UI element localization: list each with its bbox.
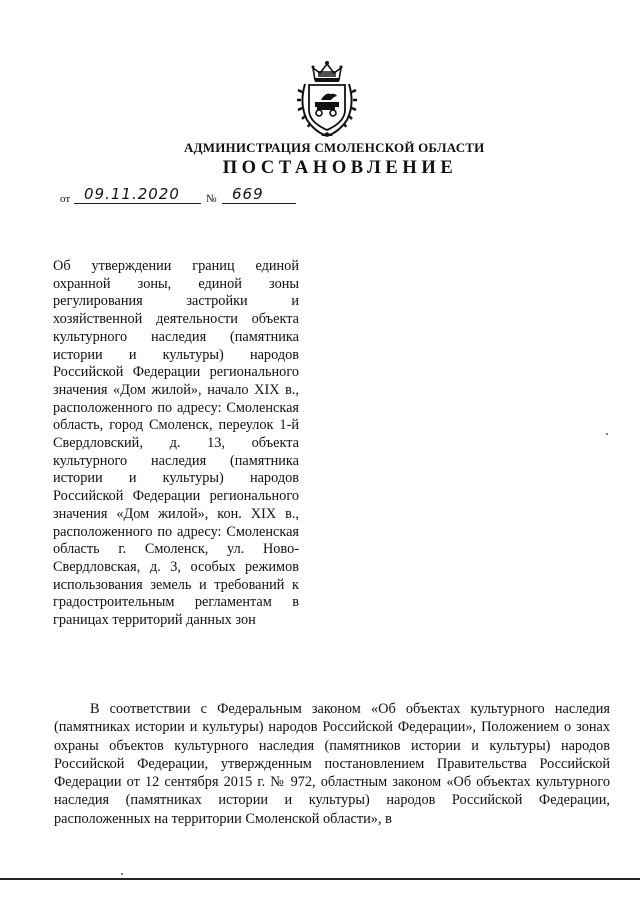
date-underline [74, 203, 201, 204]
scan-speck [606, 433, 608, 435]
organization-name: АДМИНИСТРАЦИЯ СМОЛЕНСКОЙ ОБЛАСТИ [184, 140, 485, 155]
number-prefix: № [206, 193, 217, 205]
number-underline [222, 203, 296, 204]
registration-line [60, 183, 300, 207]
number-value: 669 [232, 185, 264, 203]
preamble-paragraph: В соответствии с Федеральным законом «Об объектах культурного наследия (памятниках истории и культуры) народов Российской Федерации», Положением о зонах охраны объектов культурного наследия (памятников истории и культуры) народов Российской Федерации, утвержденным постановлением Правительства Российской Федерации от 12 сентября 2015 г. № 972, областным законом «Об объектах культурного наследия (памятниках истории и культуры) народов Российской Федерации, расположенных на территории Смоленской области», в [54, 701, 610, 827]
scan-edge-line [0, 878, 640, 880]
document-subject: Об утверждении границ единой охранной зоны, единой зоны регулирования застройки и хозяйственной деятельности объекта культурного наследия (памятника истории и культуры) народов Российской Федерации регионального значения «Дом жилой», начало XIX в., расположенного по адресу: Смоленская область, город Смоленск, переулок 1-й Свердловский, д. 13, объекта культурного наследия (памятника истории и культуры) народов Российской Федерации регионального значения «Дом жилой», кон. XIX в., расположенного по адресу: Смоленская область г. Смоленск, ул. Ново-Свердловская, д. 3, особых режимов использования земель и требований к градостроительным регламентам в границах территорий данных зон [53, 258, 299, 629]
scan-speck [121, 873, 123, 875]
date-prefix: от [60, 193, 71, 205]
document-title: ПОСТАНОВЛЕНИЕ [222, 158, 458, 178]
smolensk-coat-of-arms-icon [295, 60, 359, 140]
date-value: 09.11.2020 [84, 185, 180, 203]
